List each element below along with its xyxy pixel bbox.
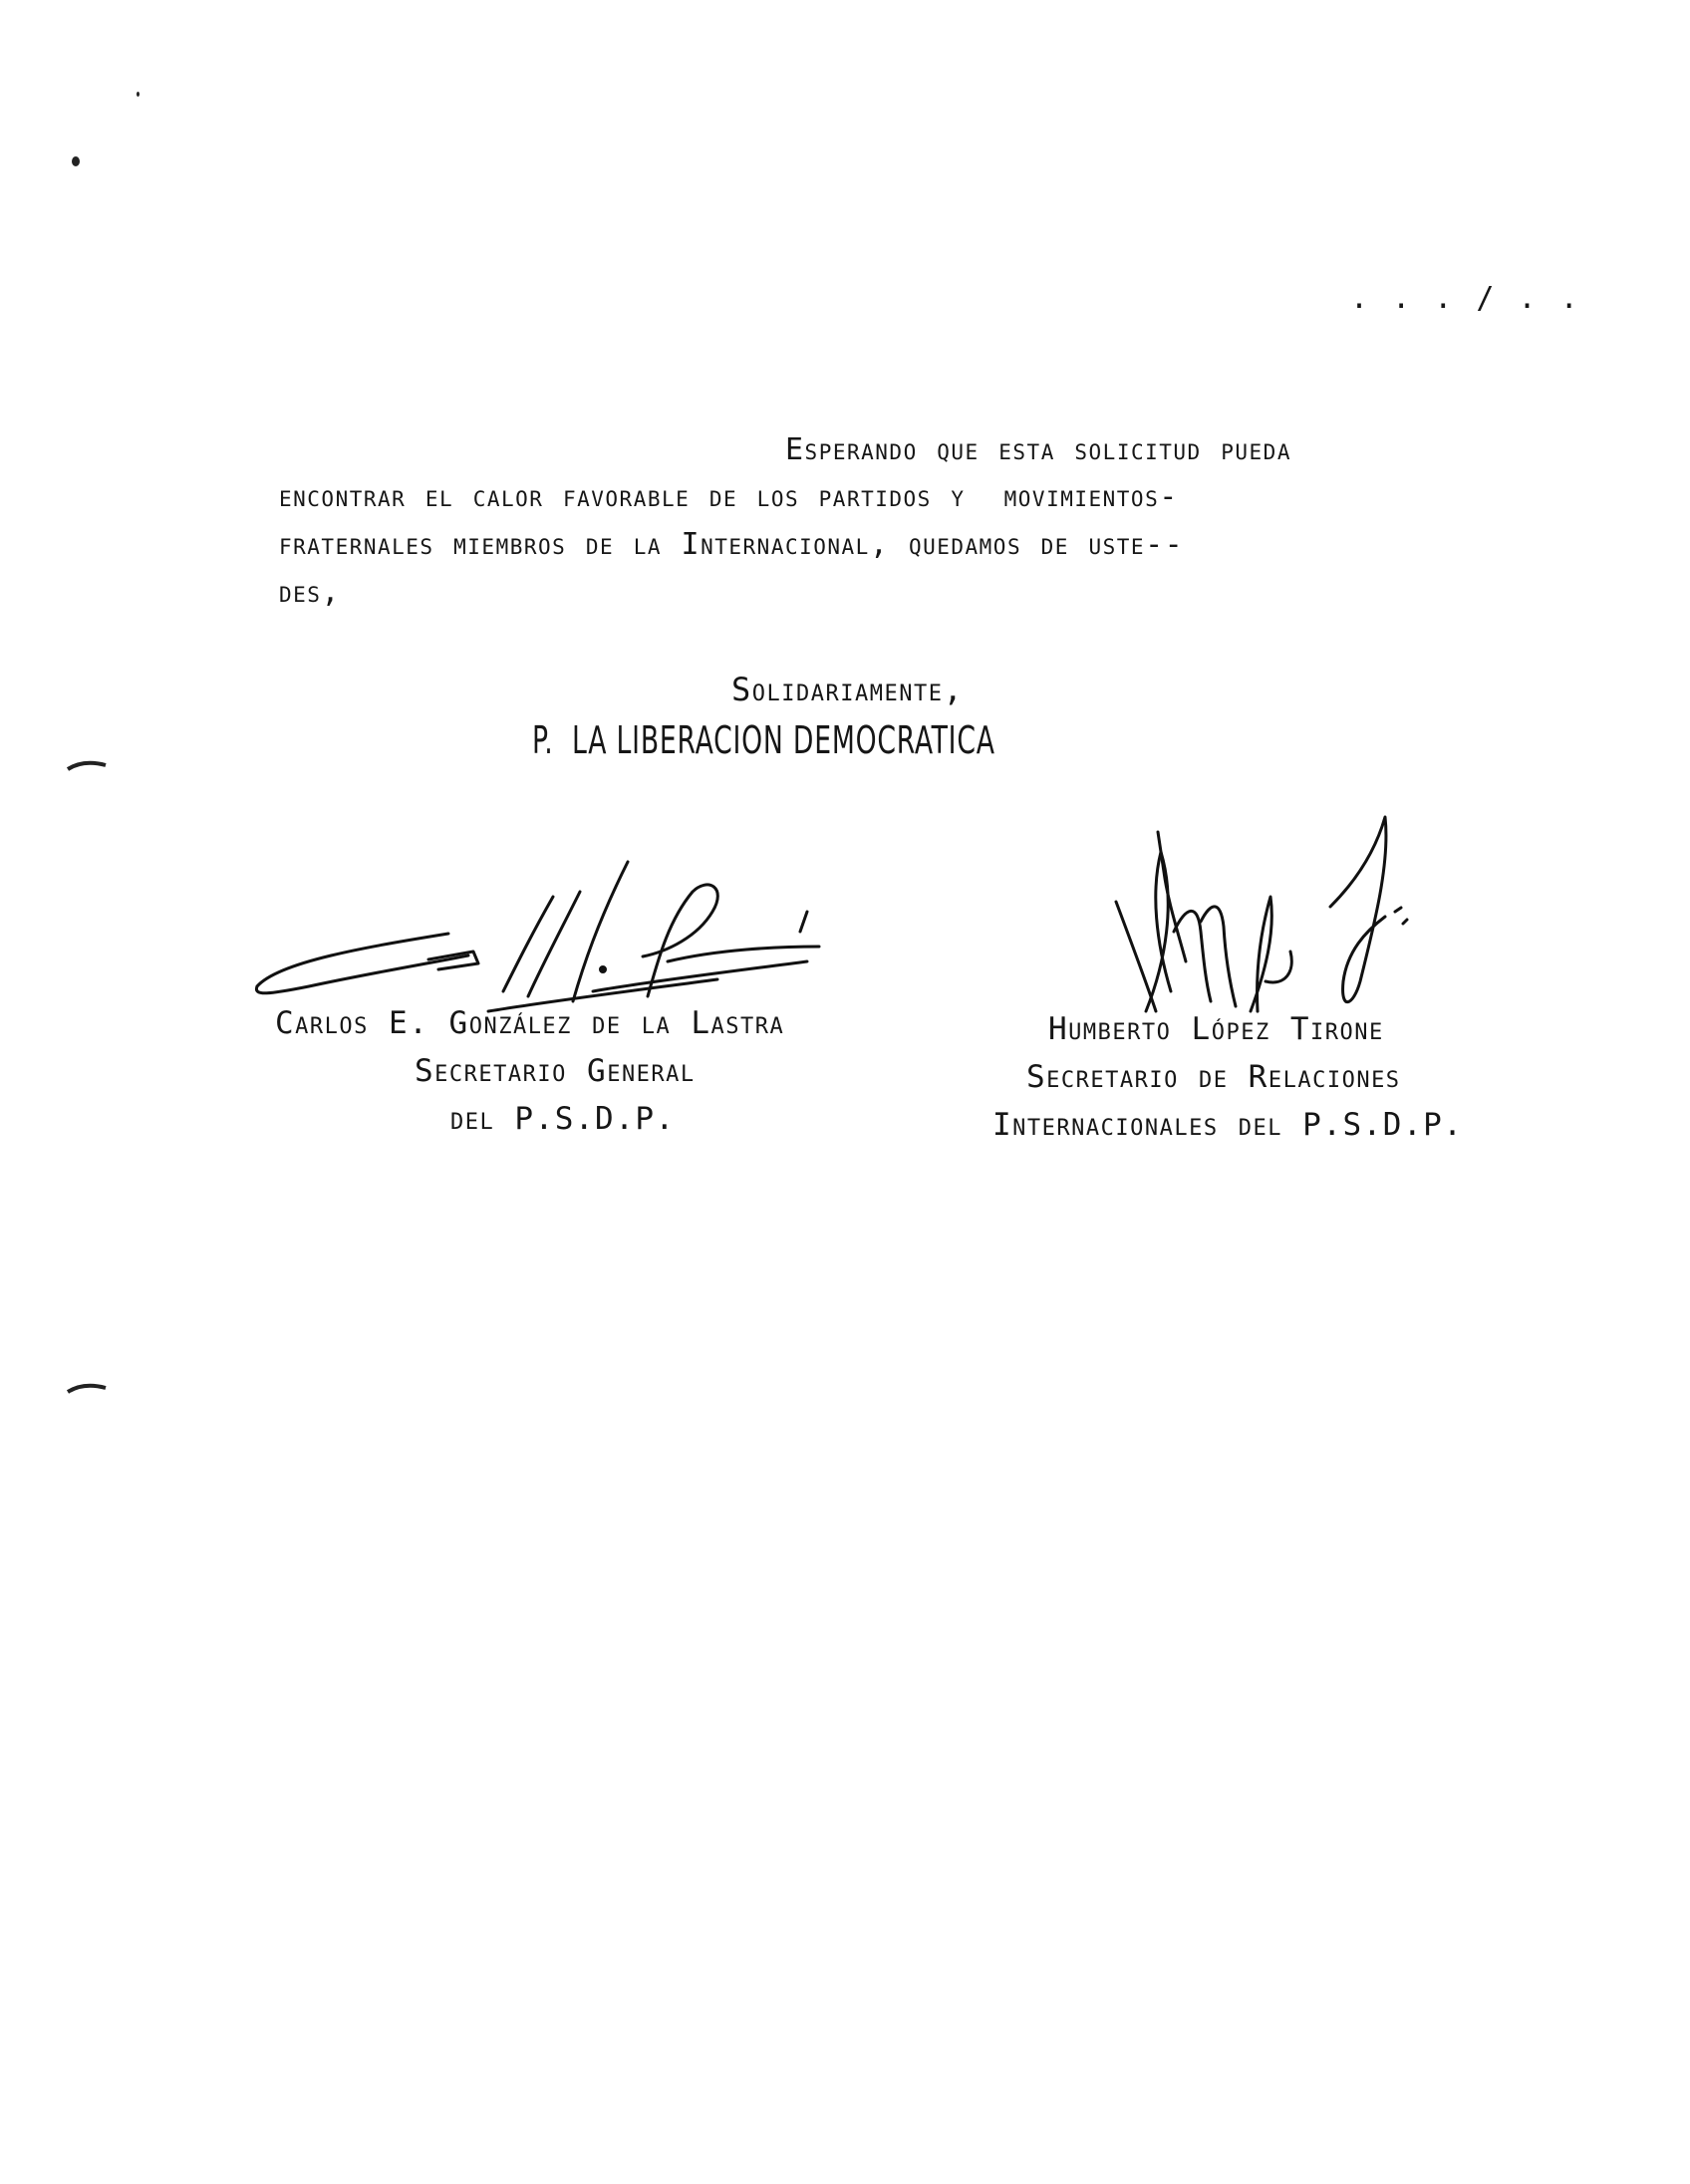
organization-name: P. LA LIBERACION DEMOCRATICA: [532, 718, 995, 762]
signatory-affiliation: del P.S.D.P.: [450, 1101, 676, 1137]
signatory-title: Secretario de Relaciones: [1026, 1059, 1401, 1095]
signatory-name: Carlos E. González de la Lastra: [275, 1005, 785, 1041]
punch-hole-mark: [66, 757, 110, 773]
paragraph-line: encontrar el calor favorable de los partidos y movimientos-: [279, 479, 1179, 514]
salutation: Solidariamente,: [731, 671, 965, 708]
paragraph-line: fraternales miembros de la Internacional, quedamos de uste--: [279, 527, 1185, 562]
scan-speck: [72, 156, 80, 166]
paragraph-line: des,: [279, 575, 341, 610]
signatory-affiliation: Internacionales del P.S.D.P.: [992, 1107, 1464, 1143]
handwritten-signature: [1086, 812, 1415, 1031]
signatory-title: Secretario General: [415, 1053, 696, 1089]
signatory-name: Humberto López Tirone: [1048, 1011, 1384, 1047]
handwritten-signature: [249, 852, 827, 1021]
paragraph-line: Esperando que esta solicitud pueda: [785, 432, 1291, 467]
scan-speck: [137, 92, 140, 97]
punch-hole-mark: [66, 1380, 110, 1396]
page-continuation-mark: . . . / . .: [1350, 281, 1581, 316]
